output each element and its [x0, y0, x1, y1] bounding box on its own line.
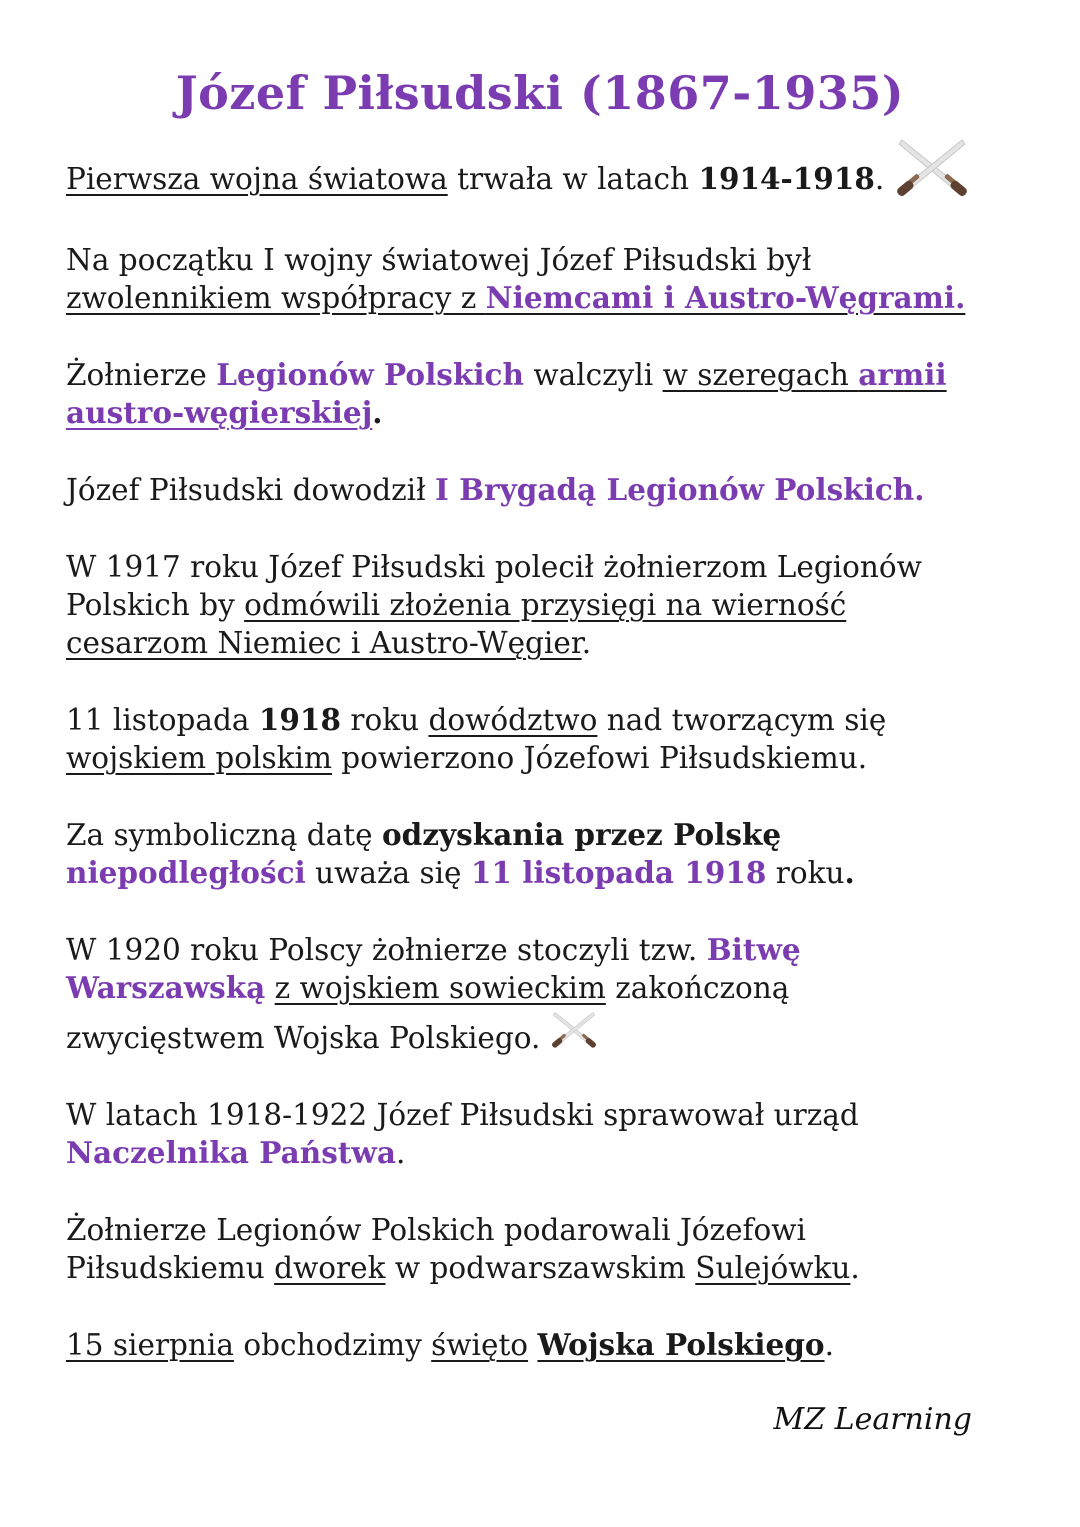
text-span: uważa się: [305, 856, 471, 890]
text-span: 15 sierpnia: [66, 1328, 234, 1362]
crossed-swords-icon: [894, 134, 970, 202]
text-span: Józef Piłsudski dowodził: [66, 473, 436, 507]
text-span: Żołnierze Legionów Polskich podarowali Józefowi: [66, 1213, 806, 1247]
document-body: [66, 160, 1006, 1403]
paragraph-4: [66, 471, 1006, 509]
text-span: roku: [340, 703, 429, 737]
text-span: Legionów Polskich: [216, 357, 524, 392]
text-span: W 1920 roku Polscy żołnierze stoczyli tzw.: [66, 933, 707, 967]
paragraph-1: [66, 160, 1006, 202]
text-span: Pierwsza wojna światowa: [66, 162, 448, 196]
text-span: zwycięstwem Wojska Polskiego.: [66, 1021, 550, 1055]
text-span: cesarzom Niemiec i Austro-Węgier: [66, 626, 582, 660]
text-span: Wojska Polskiego: [537, 1327, 825, 1362]
text-span: .: [874, 162, 885, 196]
text-span: zakończoną: [605, 971, 790, 1005]
crossed-swords-icon: [550, 1008, 598, 1052]
paragraph-11: [66, 1326, 1006, 1364]
text-span: .: [372, 395, 383, 430]
paragraph-5: [66, 548, 1006, 662]
text-span: trwała w latach: [447, 162, 699, 196]
text-span: 11 listopada: [66, 703, 259, 737]
text-span: niepodległości: [66, 855, 306, 890]
text-span: austro-węgierskiej: [66, 395, 373, 430]
text-span: Żołnierze: [66, 358, 217, 392]
text-span: odzyskania przez Polskę: [381, 817, 782, 852]
paragraph-7: [66, 816, 1006, 892]
text-span: Piłsudskiemu: [66, 1251, 275, 1285]
text-span: .: [844, 855, 855, 890]
text-span: W latach 1918-1922 Józef Piłsudski sprawował urząd: [66, 1098, 859, 1132]
text-span: w szeregach: [662, 358, 859, 392]
paragraph-10: [66, 1211, 1006, 1287]
text-span: Bitwę: [706, 932, 801, 967]
paragraph-8: [66, 931, 1006, 1057]
text-span: nad tworzącym się: [597, 703, 887, 737]
text-span: 11 listopada 1918: [470, 855, 767, 890]
text-span: obchodzimy: [233, 1328, 432, 1362]
text-span: odmówili złożenia przysięgi na wierność: [244, 588, 847, 622]
text-span: Naczelnika Państwa: [66, 1135, 396, 1170]
text-span: dworek: [274, 1251, 386, 1285]
text-span: Za symboliczną datę: [66, 818, 382, 852]
text-span: z wojskiem sowieckim: [274, 971, 606, 1005]
text-span: Na początku I wojny światowej Józef Piłsudski był: [66, 243, 812, 277]
text-span: W 1917 roku Józef Piłsudski polecił żołnierzom Legionów: [66, 550, 922, 584]
text-span: .: [850, 1251, 860, 1285]
underlined-group: [66, 281, 965, 315]
text-span: .: [824, 1328, 834, 1362]
text-span: dowództwo: [428, 703, 598, 737]
text-span: Warszawską: [66, 970, 266, 1005]
paragraph-6: [66, 701, 1006, 777]
text-span: .: [395, 1136, 406, 1170]
text-span: wojskiem polskim: [66, 741, 332, 775]
text-span: 1914-1918: [698, 161, 875, 196]
text-span: Sulejówku: [695, 1251, 851, 1285]
text-span: roku: [766, 856, 845, 890]
signature: MZ Learning: [773, 1402, 972, 1437]
paragraph-2: [66, 241, 1006, 317]
text-span: armii: [858, 357, 947, 392]
text-span: święto: [431, 1328, 529, 1362]
text-span: w podwarszawskim: [385, 1251, 696, 1285]
paragraph-9: [66, 1096, 1006, 1172]
text-span: zwolennikiem współpracy z: [66, 281, 486, 315]
text-span: walczyli: [523, 358, 663, 392]
text-span: [265, 971, 274, 1005]
text-span: powierzono Józefowi Piłsudskiemu.: [331, 741, 868, 775]
page-title: Józef Piłsudski (1867-1935): [175, 66, 905, 120]
line-with-icon: [66, 1019, 598, 1057]
paragraph-3: [66, 356, 1006, 432]
text-span: I Brygadą Legionów Polskich.: [435, 472, 925, 507]
text-span: .: [581, 626, 592, 660]
text-span: 1918: [258, 702, 341, 737]
underlined-group: [663, 358, 947, 392]
text-span: Niemcami i Austro-Węgrami.: [485, 280, 966, 315]
text-span: Polskich by: [66, 588, 245, 622]
